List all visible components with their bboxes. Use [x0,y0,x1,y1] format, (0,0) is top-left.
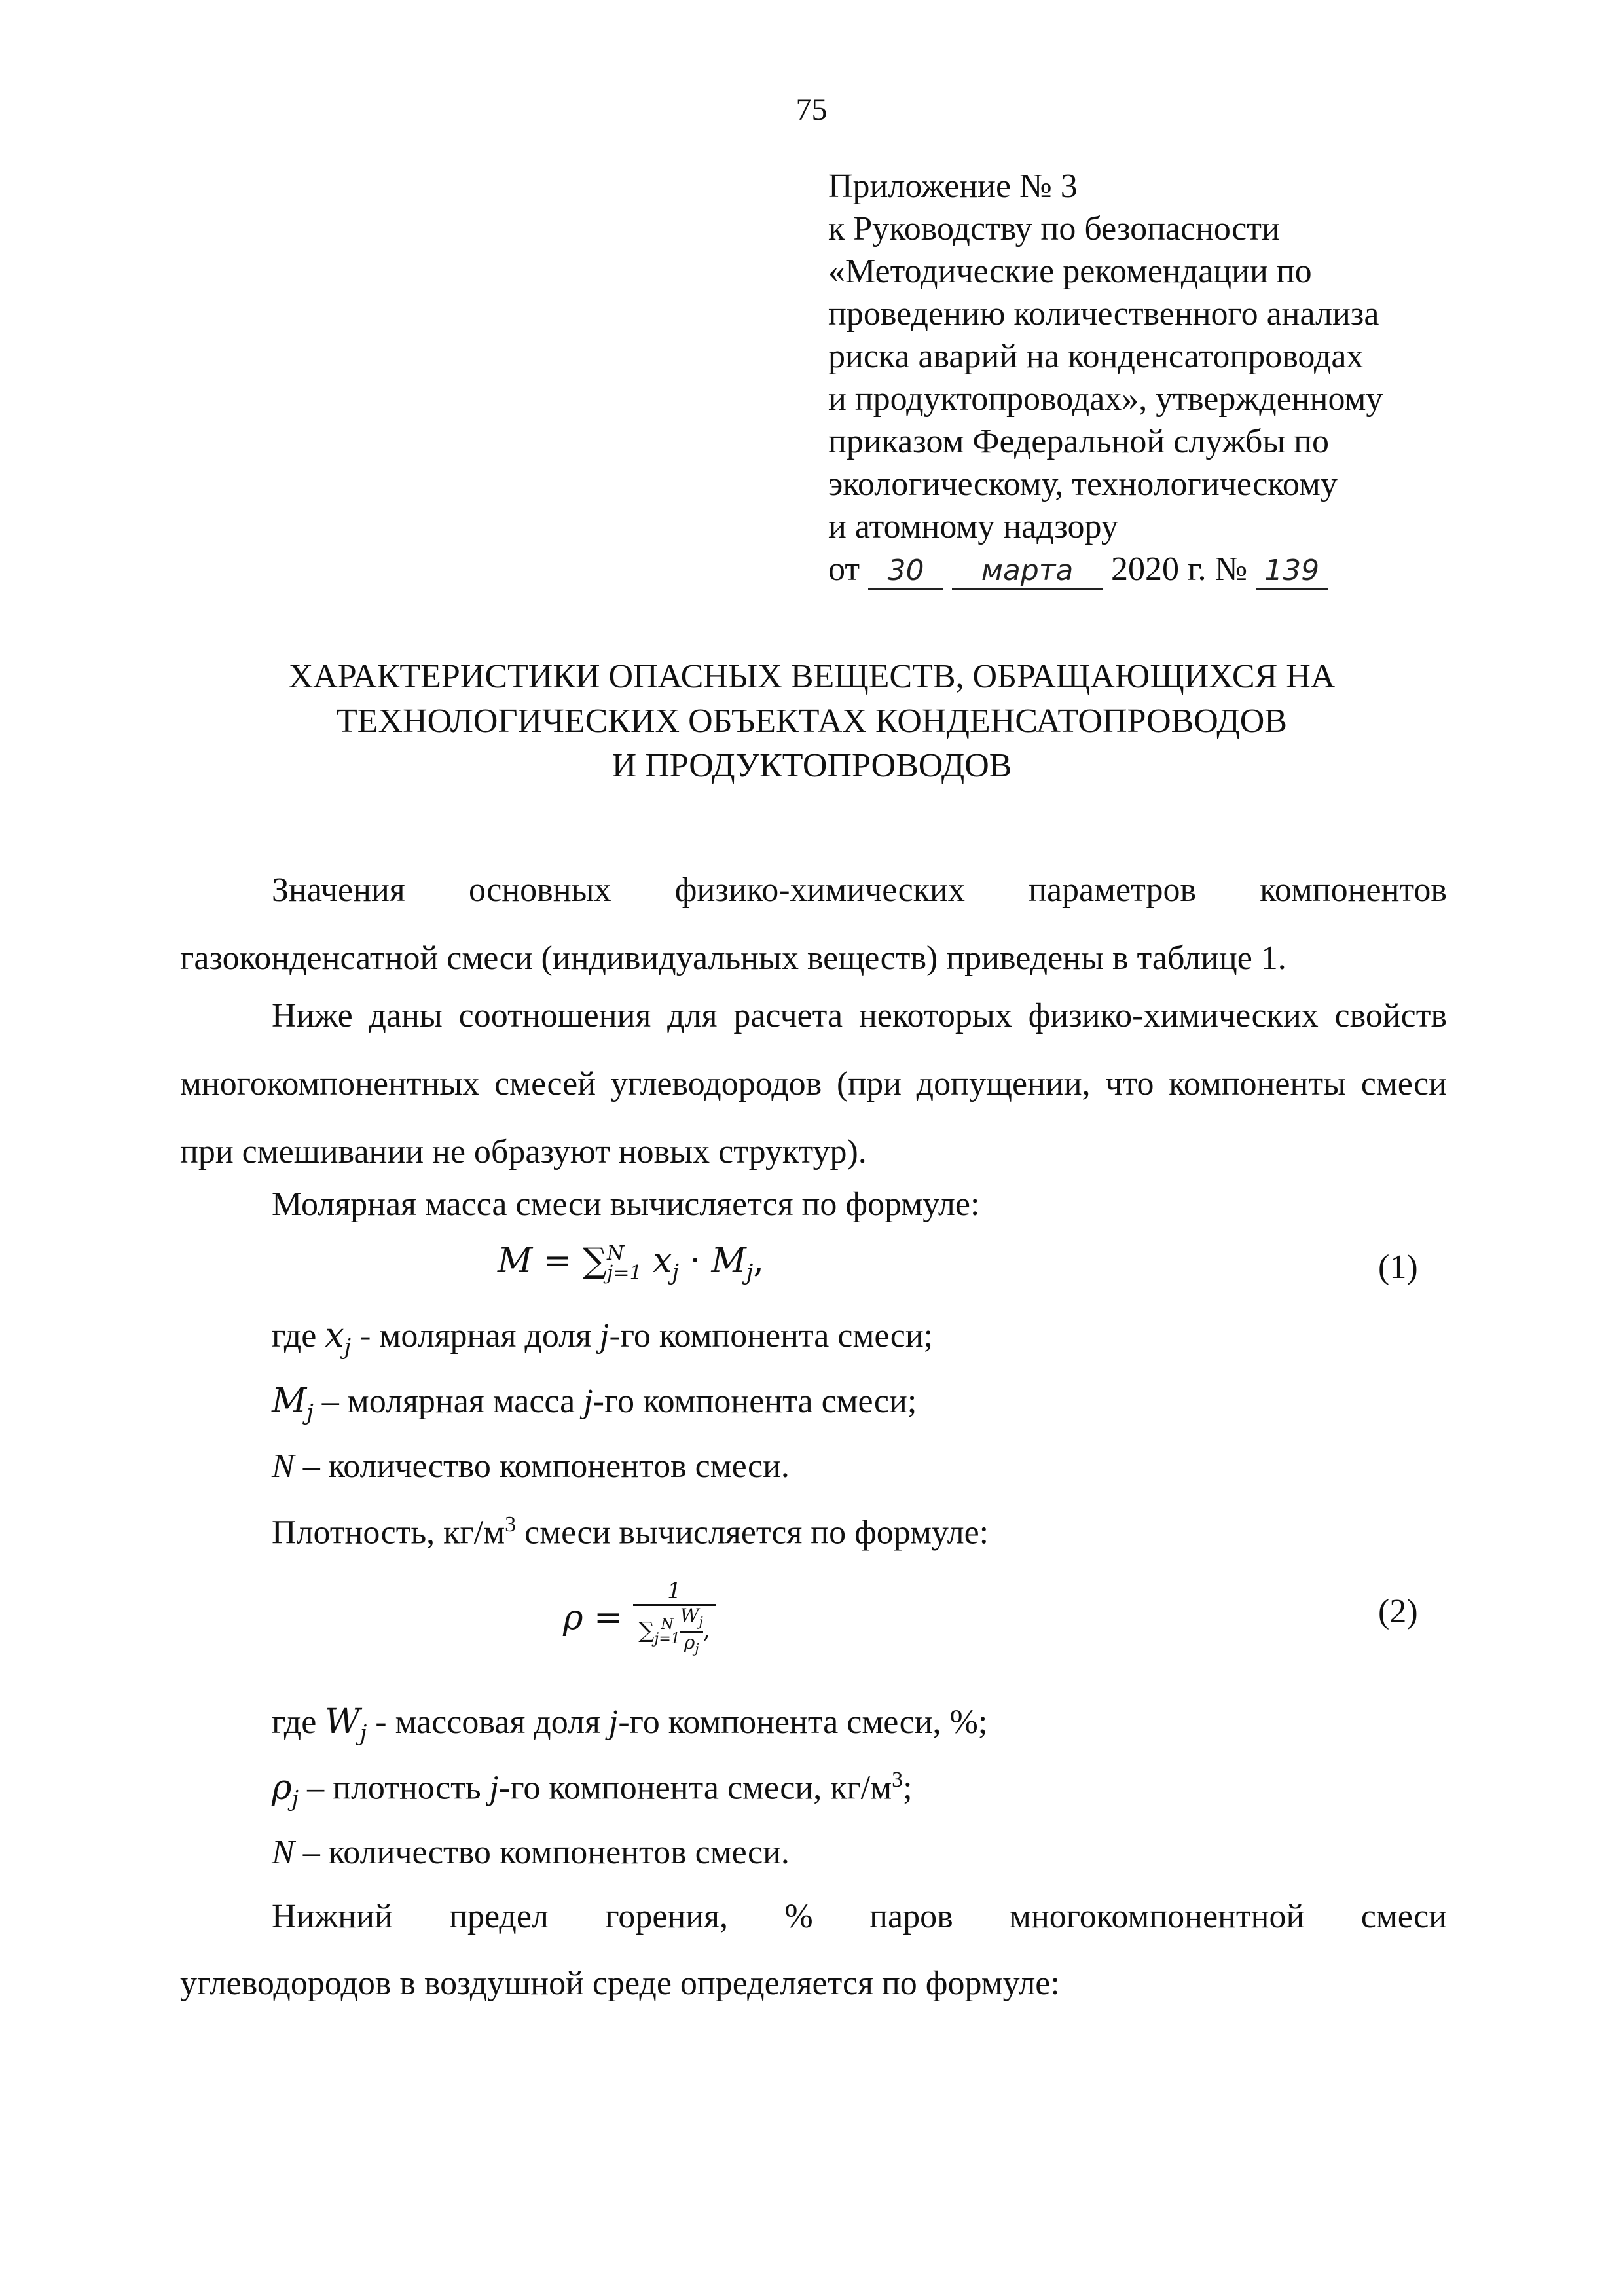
title-line: ТЕХНОЛОГИЧЕСКИХ ОБЪЕКТАХ КОНДЕНСАТОПРОВОДОВ [337,702,1287,740]
formula-operator: = [583,1598,634,1638]
formula-symbol: ρ [684,1631,695,1653]
inner-denominator [680,1633,703,1658]
word: горения, [605,1898,729,1935]
word: Нижний [272,1898,393,1935]
definition-text: – плотность [299,1769,490,1807]
handwritten-month: марта [952,554,1103,590]
lfl-intro-line [272,1897,1447,1936]
sum-upper-limit: N [607,1241,625,1265]
formula-subscript: j [306,1399,314,1426]
fraction-numerator: 1 [633,1578,715,1606]
word: смеси [1360,1898,1447,1935]
formula-subscript: j [344,1334,352,1360]
superscript: 3 [505,1512,517,1537]
index-symbol: j [489,1769,500,1807]
formula-subscript: j [359,1720,367,1747]
formula-symbol: N [272,1834,295,1871]
definition-text: ; [903,1769,913,1807]
definition-text: где [272,1704,325,1741]
order-date-line [828,548,1614,591]
definition-n [272,1447,790,1485]
formula-symbol: W [680,1605,699,1626]
formula-molar-mass [498,1241,764,1285]
appendix-line: и атомному надзору [828,508,1118,545]
sum-lower-limit: j=1 [607,1261,642,1285]
formula-symbol: x [653,1241,672,1281]
formula-symbol: x [325,1316,344,1355]
definition-xj [272,1316,933,1360]
index-symbol: j [600,1317,610,1355]
appendix-line: и продуктопроводах», утвержденному [828,380,1383,418]
formula-subscript: j [291,1785,299,1812]
intro-text: смеси вычисляется по формуле: [516,1514,989,1552]
definition-text: где [272,1317,325,1355]
index-symbol: j [608,1704,619,1741]
paragraph-relations: Ниже даны соотношения для расчета некоторых физико-химических свойств многокомпонентных смесей углеводородов (при допущении, что компоненты смеси при смешивании не образуют новых структур). [180,997,1447,1171]
handwritten-order-number: 139 [1256,554,1328,590]
word: предел [449,1898,549,1935]
title-line: И ПРОДУКТОПРОВОДОВ [611,747,1012,784]
formula-symbol: M [711,1241,746,1281]
date-prefix: от [828,551,860,588]
date-year: 2020 г. № [1111,551,1248,588]
definition-text: -го компонента смеси; [593,1383,917,1420]
fraction [633,1578,715,1658]
superscript: 3 [892,1768,903,1792]
definition-wj [272,1702,987,1746]
sum-sign: ∑ [582,1241,608,1281]
formula-symbol: M [272,1381,307,1421]
definition-n-2 [272,1833,790,1872]
definition-rhoj [272,1768,913,1812]
appendix-line: экологическому, технологическому [828,465,1338,503]
appendix-header [828,165,1614,591]
definition-text: – молярная масса [313,1383,584,1420]
sum-sign: ∑ [638,1617,655,1644]
definition-text: – количество компонентов смеси. [294,1834,790,1871]
formula-symbol: N [272,1448,295,1485]
appendix-line: риска аварий на конденсатопроводах [828,338,1364,375]
paragraph-values: Значения основных физико-химических параметров компонентов газоконденсатной смеси (индивидуальных веществ) приведены в таблице 1. [180,871,1447,977]
equation-number-1: (1) [1378,1248,1418,1286]
formula-punctuation: , [702,1617,710,1644]
page-number: 75 [795,92,828,127]
word: % [784,1898,813,1935]
word: паров [869,1898,953,1935]
sum-lower-limit: j=1 [654,1630,680,1647]
inner-fraction [680,1606,703,1658]
document-title [131,655,1493,788]
formula-symbol: ρ [272,1768,292,1808]
fraction-denominator [633,1606,715,1658]
formula-operator: = [532,1241,583,1281]
appendix-line: Приложение № 3 [828,168,1078,205]
formula-subscript: j [746,1259,754,1286]
intro-text: Плотность, кг/м [272,1514,505,1552]
formula-punctuation: , [753,1241,764,1281]
formula-operator: · [678,1241,712,1281]
appendix-line: к Руководству по безопасности [828,210,1280,247]
index-symbol: j [583,1383,593,1420]
appendix-line: приказом Федеральной службы по [828,423,1330,460]
lfl-intro-end: углеводородов в воздушной среде определяется по формуле: [180,1965,1060,2002]
definition-text: -го компонента смеси, %; [618,1704,988,1741]
molar-mass-intro: Молярная масса смеси вычисляется по формуле: [272,1186,980,1223]
definition-text: -го компонента смеси; [609,1317,934,1355]
appendix-line: проведению количественного анализа [828,295,1379,333]
title-line: ХАРАКТЕРИСТИКИ ОПАСНЫХ ВЕЩЕСТВ, ОБРАЩАЮЩИХСЯ НА [288,658,1336,695]
density-intro [272,1512,989,1552]
formula-subscript: j [699,1613,703,1630]
word: многокомпонентной [1010,1898,1305,1935]
appendix-line: «Методические рекомендации по [828,253,1312,290]
definition-text: - молярная доля [351,1317,600,1355]
definition-text: - массовая доля [367,1704,609,1741]
formula-subscript: j [672,1259,679,1286]
definition-text: – количество компонентов смеси. [294,1448,790,1485]
equation-number-2: (2) [1378,1593,1418,1630]
formula-symbol: M [498,1241,533,1281]
sum-upper-limit: N [661,1616,674,1633]
definition-text: -го компонента смеси, кг/м [499,1769,892,1807]
formula-subscript: j [695,1640,699,1656]
formula-density [563,1578,716,1658]
handwritten-day: 30 [868,554,943,590]
inner-numerator [680,1606,703,1633]
formula-symbol: W [325,1702,360,1741]
definition-mj [272,1381,917,1425]
formula-symbol: ρ [563,1598,583,1638]
